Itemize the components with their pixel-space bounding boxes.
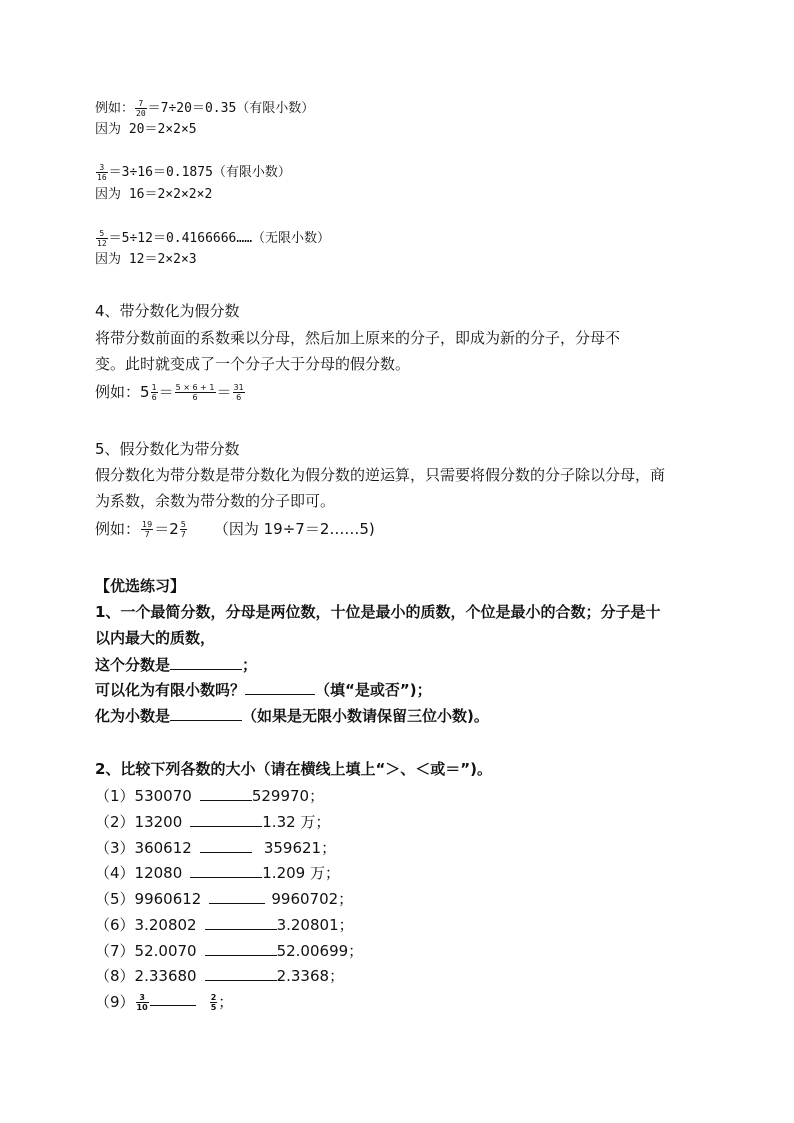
fraction-3-10: $\frac{3}{10}$ xyxy=(136,993,148,1012)
answer-blank-compare[interactable] xyxy=(190,863,262,878)
fraction-3-16: $\frac{3}{16}$ xyxy=(97,163,107,182)
answer-blank-compare[interactable] xyxy=(205,941,277,956)
right-value: 9960702； xyxy=(271,890,354,908)
section-4-paragraph-line-2: 变。此时就变成了一个分子大于分母的假分数。 xyxy=(95,355,411,373)
comparison-item xyxy=(95,786,324,805)
fraction-1-6: $\frac{1}{6}$ xyxy=(151,383,157,402)
right-value: 1.32 万； xyxy=(262,813,331,831)
equals-sign: ＝ xyxy=(154,520,170,538)
comparison-item-9: （9） $\frac{3}{10}$ $\frac{2}{5}$ ； xyxy=(95,993,234,1012)
example-2-reason: 因为 16＝2×2×2×2 xyxy=(95,187,213,202)
left-value: 2.33680 xyxy=(134,967,197,985)
left-value: 3.20802 xyxy=(134,916,197,934)
left-value: 9960612 xyxy=(134,890,202,908)
question-1-line-2: 以内最大的质数， xyxy=(95,629,216,647)
example-3-reason: 因为 12＝2×2×3 xyxy=(95,252,197,267)
example-label: 例如： xyxy=(95,383,141,401)
section-4-title: 4、带分数化为假分数 xyxy=(95,302,240,320)
answer-blank-decimal[interactable] xyxy=(170,706,242,721)
section-5-paragraph-line-1: 假分数化为带分数是带分数化为假分数的逆运算，只需要将假分数的分子除以分母，商 xyxy=(95,466,666,484)
comparison-item xyxy=(95,915,354,934)
answer-blank-compare[interactable] xyxy=(200,786,252,801)
answer-blank-compare[interactable] xyxy=(150,999,196,1006)
right-value: 529970； xyxy=(251,787,325,805)
example-1-line xyxy=(95,99,314,118)
fraction-5-7: $\frac{5}{7}$ xyxy=(180,520,186,539)
left-value: 52.0070 xyxy=(134,942,197,960)
example-1-expression: ＝7÷20＝0.35（有限小数） xyxy=(147,101,315,116)
example-3-line xyxy=(95,229,330,248)
right-value: 1.209 万； xyxy=(262,864,340,882)
example-3-expression: ＝5÷12＝0.4166666……（无限小数） xyxy=(108,231,331,246)
fraction-expression: $\frac{5 \times 6 + 1}{6}$ xyxy=(175,383,215,402)
answer-blank-finite[interactable] xyxy=(245,680,315,695)
item-number: （4） xyxy=(95,864,135,882)
example-1-reason: 因为 20＝2×2×5 xyxy=(95,122,197,137)
left-value: 13200 xyxy=(134,813,183,831)
example-2-line xyxy=(95,163,291,182)
item-number: （1） xyxy=(95,787,135,805)
answer-blank-compare[interactable] xyxy=(205,915,277,930)
example-label: 例如： xyxy=(95,101,135,116)
section-5-title: 5、假分数化为带分数 xyxy=(95,440,240,458)
mixed-number-whole: 2 xyxy=(169,520,179,538)
example-2-expression: ＝3÷16＝0.1875（有限小数） xyxy=(108,165,291,180)
fraction-19-7: $\frac{19}{7}$ xyxy=(142,520,153,539)
equals-sign: ＝ xyxy=(216,383,232,401)
item-number: （6） xyxy=(95,916,135,934)
answer-blank-compare[interactable] xyxy=(205,966,277,981)
left-value: 12080 xyxy=(134,864,183,882)
mixed-number-whole: 5 xyxy=(140,383,150,401)
right-value: 52.00699； xyxy=(276,942,364,960)
section-5-paragraph-line-2: 为系数，余数为带分数的分子即可。 xyxy=(95,492,336,510)
item-number: （2） xyxy=(95,813,135,831)
comparison-item xyxy=(95,889,353,908)
section-4-paragraph-line-1: 将带分数前面的系数乘以分母，然后加上原来的分子，即成为新的分子，分母不 xyxy=(95,329,621,347)
question-1-finite-line: 可以化为有限小数吗？ （填“是或否”)； xyxy=(95,681,432,699)
item-number: （7） xyxy=(95,942,135,960)
right-value: 359621； xyxy=(263,839,337,857)
example-label: 例如： xyxy=(95,520,141,538)
answer-blank-compare[interactable] xyxy=(209,889,265,904)
left-value: 360612 xyxy=(134,839,192,857)
answer-blank-compare[interactable] xyxy=(200,838,252,853)
section-4-example xyxy=(95,383,246,402)
fraction-31-6: $\frac{31}{6}$ xyxy=(233,383,244,402)
answer-blank-fraction[interactable] xyxy=(170,655,242,670)
left-value: 530070 xyxy=(134,787,192,805)
comparison-item xyxy=(95,966,344,985)
answer-blank-compare[interactable] xyxy=(190,812,262,827)
example-note: （因为 19÷7＝2……5) xyxy=(213,520,375,538)
item-number: （8） xyxy=(95,967,135,985)
question-1-line-1: 1、一个最简分数，分母是两位数，十位是最小的质数，个位是最小的合数；分子是十 xyxy=(95,603,661,621)
section-5-example xyxy=(95,520,375,539)
item-number: （3） xyxy=(95,839,135,857)
right-value: 2.3368； xyxy=(276,967,345,985)
question-1-fraction-line: 这个分数是 ； xyxy=(95,656,258,674)
comparison-item xyxy=(95,941,363,960)
comparison-item xyxy=(95,812,330,831)
fraction-7-20: $\frac{7}{20}$ xyxy=(136,99,146,118)
item-number: （5） xyxy=(95,890,135,908)
question-1-decimal-line: 化为小数是 （如果是无限小数请保留三位小数)。 xyxy=(95,707,489,725)
right-value: 3.20801； xyxy=(276,916,354,934)
fraction-2-5: $\frac{2}{5}$ xyxy=(210,993,217,1012)
equals-sign: ＝ xyxy=(158,383,174,401)
comparison-item xyxy=(95,863,340,882)
fraction-5-12: $\frac{5}{12}$ xyxy=(97,229,107,248)
practice-heading: 【优选练习】 xyxy=(95,577,186,595)
question-2-title: 2、比较下列各数的大小（请在横线上填上“＞、＜或＝”)。 xyxy=(95,760,493,778)
comparison-item xyxy=(95,838,336,857)
